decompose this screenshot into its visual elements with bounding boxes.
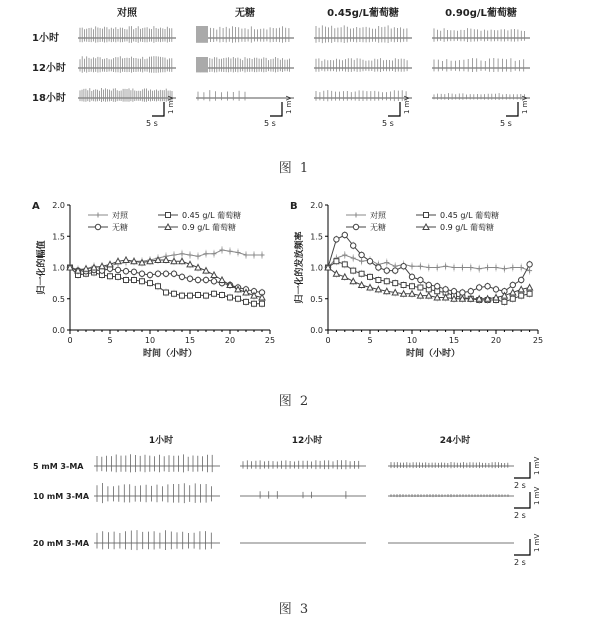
marker-circle (353, 224, 358, 229)
figure-3-scalebar (514, 539, 530, 555)
legend-label: 无糖 (112, 223, 128, 232)
marker-plus (354, 213, 359, 218)
figure-3-traces (0, 430, 589, 580)
marker-plus (443, 264, 448, 269)
marker-square (108, 274, 113, 279)
marker-circle (95, 224, 100, 229)
marker-square (401, 283, 406, 288)
figure-2-caption: 图 2 (278, 394, 311, 409)
marker-circle (435, 284, 440, 289)
marker-square (368, 274, 373, 279)
figure-1-column-label: 0.45g/L葡萄糖 (327, 8, 399, 19)
marker-square (132, 278, 137, 283)
marker-plus (410, 264, 415, 269)
marker-plus (351, 256, 356, 261)
marker-triangle (187, 261, 193, 267)
legend-label: 对照 (370, 211, 386, 220)
marker-circle (123, 269, 128, 274)
marker-circle (510, 282, 515, 287)
trace-spikes (391, 462, 508, 468)
figure-1-column-label: 无糖 (235, 8, 255, 19)
marker-circle (443, 287, 448, 292)
figure-3-scalebar-time: 2 s (514, 558, 526, 567)
chart-panel-A (32, 201, 275, 359)
y-tick-label: 0.5 (310, 294, 323, 304)
marker-square (148, 281, 153, 286)
marker-square (220, 293, 225, 298)
marker-square (376, 278, 381, 283)
y-tick-label: 1.5 (310, 232, 323, 242)
figure-1-trace (314, 58, 412, 72)
marker-square (180, 293, 185, 298)
y-tick-label: 0.5 (52, 294, 65, 304)
figure-1-scalebar-voltage: 1 mV (521, 95, 529, 114)
marker-triangle (211, 272, 217, 278)
marker-triangle (359, 282, 365, 288)
marker-plus (435, 265, 440, 270)
marker-circle (342, 232, 347, 237)
marker-circle (485, 284, 490, 289)
marker-square (116, 274, 121, 279)
marker-circle (519, 277, 524, 282)
y-tick-label: 1.0 (52, 263, 65, 273)
legend-label: 0.45 g/L 葡萄糖 (182, 211, 242, 220)
marker-square (418, 285, 423, 290)
marker-triangle (195, 265, 201, 271)
marker-square (393, 281, 398, 286)
trace-spikes (80, 56, 172, 73)
marker-square (519, 293, 524, 298)
chart-panel-B (290, 201, 543, 359)
figure-3-scalebar-voltage: 1 mV (533, 533, 541, 552)
marker-plus (452, 265, 457, 270)
legend-label: 对照 (112, 211, 128, 220)
figure-3-trace (240, 460, 366, 469)
figure-1-trace (432, 58, 530, 72)
marker-circle (493, 287, 498, 292)
marker-square (228, 295, 233, 300)
marker-circle (384, 268, 389, 273)
marker-plus (384, 260, 389, 265)
marker-square (342, 262, 347, 267)
legend-label: 无糖 (370, 223, 386, 232)
marker-circle (211, 279, 216, 284)
marker-plus (426, 265, 431, 270)
marker-square (166, 213, 171, 218)
trace-spikes (80, 26, 172, 43)
marker-circle (477, 285, 482, 290)
x-tick-label: 25 (532, 336, 544, 345)
figure-3-column-label: 1小时 (148, 436, 174, 446)
legend-entry (416, 222, 494, 232)
marker-triangle (333, 271, 339, 277)
legend-entry (88, 222, 128, 232)
marker-plus (510, 265, 515, 270)
x-axis-label: 时间（小时） (142, 349, 198, 359)
marker-plus (212, 251, 217, 256)
marker-circle (401, 264, 406, 269)
figure-1-scalebar-voltage: 1 mV (285, 95, 293, 114)
marker-plus (252, 253, 257, 258)
y-tick-label: 1.5 (52, 232, 65, 242)
marker-square (410, 284, 415, 289)
panel-label: A (32, 201, 40, 212)
figure-1-trace (196, 57, 294, 72)
marker-circle (376, 265, 381, 270)
marker-plus (502, 266, 507, 271)
marker-plus (468, 265, 473, 270)
legend-label: 0.9 g/L 葡萄糖 (182, 223, 237, 232)
figure-3-caption: 图 3 (278, 602, 311, 617)
marker-circle (334, 237, 339, 242)
marker-circle (203, 277, 208, 282)
figure-3-scalebar (514, 492, 530, 508)
marker-circle (451, 289, 456, 294)
y-tick-label: 0.0 (310, 326, 323, 335)
marker-plus (418, 264, 423, 269)
marker-square (188, 293, 193, 298)
figure-1-trace (314, 25, 412, 43)
marker-square (124, 278, 129, 283)
legend-entry (416, 210, 499, 220)
x-tick-label: 15 (184, 336, 196, 345)
legend-entry (158, 222, 236, 232)
marker-square (172, 291, 177, 296)
trace-spikes (198, 26, 289, 42)
marker-square (502, 299, 507, 304)
x-tick-label: 25 (264, 336, 276, 345)
figure-3-trace (240, 491, 366, 499)
trace-spikes (243, 460, 359, 469)
figure-1-scalebar-voltage: 1 mV (403, 95, 411, 114)
x-tick-label: 20 (490, 336, 502, 345)
figure-1-row-label: 1小时 (32, 33, 59, 44)
trace-spikes (434, 28, 525, 42)
marker-square (260, 301, 265, 306)
figure-1-scalebar (270, 102, 282, 116)
figure-3-scalebar-time: 2 s (514, 511, 526, 520)
figure-1-trace (196, 26, 294, 43)
marker-plus (220, 248, 225, 253)
marker-circle (187, 276, 192, 281)
x-tick-label: 5 (367, 336, 373, 345)
figure-3-trace (94, 454, 220, 472)
marker-plus (244, 253, 249, 258)
x-axis-label: 时间（小时） (405, 349, 461, 359)
trace-spikes (97, 454, 212, 472)
figure-3-row-label: 5 mM 3-MA (33, 462, 84, 471)
marker-triangle (203, 268, 209, 274)
marker-circle (147, 272, 152, 277)
figure-3-trace (94, 530, 220, 550)
figure-1-scalebar-time: 5 s (264, 119, 276, 128)
figure-1-scalebar (388, 102, 400, 116)
marker-circle (527, 262, 532, 267)
marker-plus (204, 251, 209, 256)
marker-circle (393, 268, 398, 273)
marker-square (164, 290, 169, 295)
legend-entry (346, 222, 386, 232)
marker-plus (188, 253, 193, 258)
figure-1-column-label: 0.90g/L葡萄糖 (445, 8, 517, 19)
y-axis-label: 归一化的发放频率 (295, 231, 305, 304)
x-tick-label: 5 (107, 336, 113, 345)
figure-1-scalebar-voltage: 1 mV (167, 95, 175, 114)
marker-square (156, 284, 161, 289)
trace-spikes (97, 530, 211, 550)
x-tick-label: 20 (224, 336, 236, 345)
marker-circle (171, 271, 176, 276)
figure-3-trace (388, 462, 514, 468)
marker-circle (155, 271, 160, 276)
figure-3-trace (388, 494, 514, 497)
marker-plus (228, 249, 233, 254)
marker-square (510, 296, 515, 301)
marker-circle (460, 290, 465, 295)
legend-entry (346, 210, 387, 220)
figure-3-row-label: 20 mM 3-MA (33, 539, 90, 548)
marker-square (384, 279, 389, 284)
figure-1-scalebar (152, 102, 164, 116)
trace-spikes (198, 57, 290, 72)
x-tick-label: 0 (325, 336, 331, 345)
figure-1-column-label: 对照 (117, 8, 137, 19)
marker-plus (359, 259, 364, 264)
marker-circle (139, 271, 144, 276)
marker-plus (477, 266, 482, 271)
trace-spikes (80, 88, 172, 102)
marker-circle (115, 267, 120, 272)
marker-plus (96, 213, 101, 218)
marker-square (196, 293, 201, 298)
figure-3-column-label: 12小时 (291, 436, 323, 446)
marker-circle (179, 274, 184, 279)
marker-plus (236, 250, 241, 255)
marker-square (140, 279, 145, 284)
trace-spikes (434, 58, 524, 72)
marker-circle (367, 259, 372, 264)
figure-1-trace (314, 90, 412, 101)
figure-1-row-label: 12小时 (32, 63, 66, 74)
figure-3-scalebar (514, 462, 530, 478)
figure-3-row-label: 10 mM 3-MA (33, 492, 90, 501)
trace-spikes (316, 58, 407, 72)
marker-square (359, 271, 364, 276)
figure-1-trace (196, 90, 294, 101)
marker-square (424, 213, 429, 218)
marker-plus (180, 251, 185, 256)
marker-circle (426, 282, 431, 287)
figure-1-trace (78, 26, 176, 43)
panel-label: B (290, 201, 298, 212)
marker-plus (527, 268, 532, 273)
marker-square (204, 293, 209, 298)
figure-1-trace (432, 93, 530, 100)
x-tick-label: 10 (144, 336, 156, 345)
x-tick-label: 0 (67, 336, 73, 345)
trace-spikes (434, 93, 524, 100)
trace-burst (196, 57, 208, 72)
marker-plus (519, 265, 524, 270)
marker-square (334, 259, 339, 264)
marker-triangle (350, 278, 356, 284)
trace-spikes (316, 90, 406, 101)
figure-2-charts (0, 195, 589, 395)
figure-1-traces (0, 0, 589, 140)
marker-square (236, 296, 241, 301)
figure-3-trace (94, 483, 220, 503)
trace-spikes (316, 25, 407, 43)
trace-spikes (260, 491, 346, 499)
figure-1-trace (78, 56, 176, 73)
x-tick-label: 10 (406, 336, 418, 345)
trace-burst (196, 26, 208, 43)
marker-circle (131, 269, 136, 274)
x-tick-label: 15 (448, 336, 460, 345)
marker-circle (468, 289, 473, 294)
marker-plus (260, 253, 265, 258)
marker-circle (195, 277, 200, 282)
marker-square (212, 291, 217, 296)
marker-circle (359, 252, 364, 257)
y-axis-label: 归一化的幅值 (37, 240, 47, 295)
legend-entry (158, 210, 241, 220)
figure-3-scalebar-time: 2 s (514, 481, 526, 490)
marker-square (527, 291, 532, 296)
trace-spikes (97, 483, 212, 503)
figure-1-caption: 图 1 (278, 161, 311, 176)
figure-1-row-label: 18小时 (32, 93, 66, 104)
marker-triangle (527, 285, 533, 291)
figure-3-column-label: 24小时 (439, 436, 471, 446)
legend-entry (88, 210, 129, 220)
marker-plus (494, 265, 499, 270)
marker-plus (172, 253, 177, 258)
marker-triangle (107, 261, 113, 267)
figure-1-scalebar (506, 102, 518, 116)
marker-triangle (219, 277, 225, 283)
marker-square (252, 301, 257, 306)
marker-circle (351, 243, 356, 248)
marker-circle (409, 274, 414, 279)
marker-plus (485, 265, 490, 270)
marker-circle (418, 277, 423, 282)
figure-1-scalebar-time: 5 s (146, 119, 158, 128)
figure-1-trace (78, 88, 176, 102)
trace-spikes (198, 90, 245, 101)
figure-3-scalebar-voltage: 1 mV (533, 456, 541, 475)
marker-plus (196, 254, 201, 259)
legend-label: 0.45 g/L 葡萄糖 (440, 211, 500, 220)
figure-1-scalebar-time: 5 s (500, 119, 512, 128)
marker-circle (163, 271, 168, 276)
marker-plus (460, 265, 465, 270)
y-tick-label: 1.0 (310, 263, 323, 273)
y-tick-label: 2.0 (310, 201, 323, 210)
marker-square (244, 299, 249, 304)
marker-plus (342, 253, 347, 258)
marker-triangle (123, 257, 129, 263)
series-plus (326, 251, 533, 275)
figure-3-scalebar-voltage: 1 mV (533, 486, 541, 505)
y-tick-label: 2.0 (52, 201, 65, 210)
y-tick-label: 0.0 (52, 326, 65, 335)
marker-square (351, 268, 356, 273)
figure-1-scalebar-time: 5 s (382, 119, 394, 128)
figure-1-trace (432, 28, 530, 42)
legend-label: 0.9 g/L 葡萄糖 (440, 223, 495, 232)
